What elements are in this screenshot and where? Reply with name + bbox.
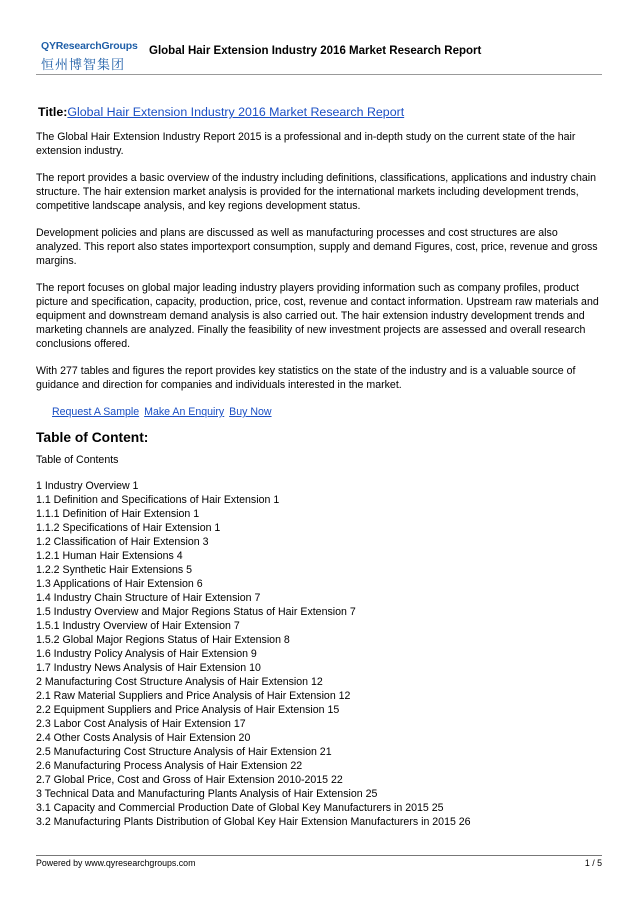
toc-item: 1.5.2 Global Major Regions Status of Hair Extension 8: [36, 634, 290, 646]
toc-item: 1 Industry Overview 1: [36, 480, 139, 492]
toc-item: 1.6 Industry Policy Analysis of Hair Extension 9: [36, 648, 257, 660]
description-paragraph: The report focuses on global major leading industry players providing information such as company profiles, product picture and specification, capacity, production, price, cost, revenue and contact information. Upstream raw materials and equipment and downstream demand analysis is also carried out. The hair extension industry development trends and marketing channels are analyzed. Finally the feasibility of new investment projects are assessed and overall research conclusions offered.: [36, 282, 599, 350]
request-sample-link[interactable]: Request A Sample: [52, 406, 140, 418]
toc-item: 1.2.1 Human Hair Extensions 4: [36, 550, 183, 562]
toc-item: 2.3 Labor Cost Analysis of Hair Extension 17: [36, 718, 246, 730]
toc-item: 2.6 Manufacturing Process Analysis of Hair Extension 22: [36, 760, 303, 772]
description-paragraph: The report provides a basic overview of the industry including definitions, classifications, applications and industry chain structure. The hair extension market analysis is provided for the international markets including development trends, competitive landscape analysis, and key regions development status.: [36, 172, 596, 212]
description-paragraph: The Global Hair Extension Industry Report 2015 is a professional and in-depth study on the current state of the hair extension industry.: [36, 131, 576, 157]
toc-item: 1.4 Industry Chain Structure of Hair Extension 7: [36, 592, 261, 604]
toc-item: 1.5.1 Industry Overview of Hair Extension 7: [36, 620, 240, 632]
page-number: 1 / 5: [584, 858, 602, 868]
toc-item: 3 Technical Data and Manufacturing Plants Analysis of Hair Extension 25: [36, 788, 378, 800]
toc-item: 1.1 Definition and Specifications of Hair Extension 1: [36, 494, 280, 506]
make-enquiry-link[interactable]: Make An Enquiry: [144, 406, 225, 418]
toc-item: 1.1.2 Specifications of Hair Extension 1: [36, 522, 221, 534]
report-title-line: [38, 105, 602, 119]
toc-heading: Table of Content:: [36, 430, 149, 445]
logo-chinese-text: 恒州博智集团: [41, 58, 126, 73]
toc-item: 1.5 Industry Overview and Major Regions Status of Hair Extension 7: [36, 606, 356, 618]
toc-item: 2.7 Global Price, Cost and Gross of Hair Extension 2010-2015 22: [36, 774, 343, 786]
title-label: Title:: [38, 105, 68, 119]
toc-item: 1.7 Industry News Analysis of Hair Extension 10: [36, 662, 261, 674]
toc-item: 2 Manufacturing Cost Structure Analysis of Hair Extension 12: [36, 676, 323, 688]
report-title-link[interactable]: Global Hair Extension Industry 2016 Market Research Report: [67, 105, 405, 119]
action-links: [52, 405, 602, 419]
buy-now-link[interactable]: Buy Now: [229, 406, 272, 418]
logo-english-text: QYResearchGroups: [41, 40, 138, 52]
footer-powered-by: Powered by www.qyresearchgroups.com: [36, 858, 196, 868]
toc-list: [36, 479, 602, 829]
header-divider: [36, 74, 602, 75]
toc-item: 1.3 Applications of Hair Extension 6: [36, 578, 203, 590]
description-paragraph: Development policies and plans are discussed as well as manufacturing processes and cost structures are also analyzed. This report also states importexport consumption, supply and demand Figures, cost, price, revenue and gross margins.: [36, 227, 598, 267]
toc-item: 3.2 Manufacturing Plants Distribution of Global Key Hair Extension Manufacturers in 2015 26: [36, 816, 471, 828]
toc-item: 1.2.2 Synthetic Hair Extensions 5: [36, 564, 193, 576]
description-paragraph: With 277 tables and figures the report provides key statistics on the state of the industry and is a valuable source of guidance and direction for companies and individuals interested in the market.: [36, 365, 576, 391]
toc-item: 2.1 Raw Material Suppliers and Price Analysis of Hair Extension 12: [36, 690, 351, 702]
toc-subheading: Table of Contents: [36, 454, 119, 466]
footer-divider: [36, 855, 602, 856]
toc-item: 1.2 Classification of Hair Extension 3: [36, 536, 209, 548]
toc-item: 2.2 Equipment Suppliers and Price Analysis of Hair Extension 15: [36, 704, 340, 716]
header-title: Global Hair Extension Industry 2016 Market Research Report: [149, 45, 482, 57]
toc-item: 2.4 Other Costs Analysis of Hair Extension 20: [36, 732, 251, 744]
company-logo: [41, 40, 151, 72]
page-content: [36, 105, 602, 829]
toc-item: 2.5 Manufacturing Cost Structure Analysis of Hair Extension 21: [36, 746, 332, 758]
toc-item: 1.1.1 Definition of Hair Extension 1: [36, 508, 200, 520]
toc-item: 3.1 Capacity and Commercial Production Date of Global Key Manufacturers in 2015 25: [36, 802, 444, 814]
page-header: [36, 40, 602, 74]
